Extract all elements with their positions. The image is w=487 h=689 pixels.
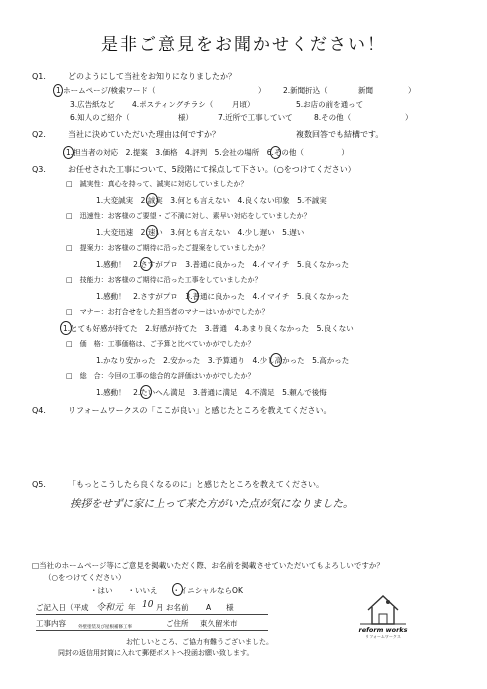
q3-overall-heading: □ 総 合：今回の工事の総合的な評価はいかがでしたか？ — [66, 372, 255, 380]
date-name-underline — [36, 614, 268, 615]
name-label: お名前 — [166, 603, 189, 612]
q5-handwritten-answer: 挨拶をせずに家に上って来た方がいた点が気になりました。 — [70, 498, 354, 510]
q1-option-4: 4.ポスティングチラシ（ — [132, 100, 214, 109]
logo-text: reform works — [358, 626, 408, 634]
q2-answer-circle-1 — [63, 146, 74, 159]
date-label: ご記入日（平成 — [36, 603, 89, 612]
q3-manner-circle — [60, 321, 72, 335]
q1-question: どのようにして当社をお知りになりましたか？ — [68, 72, 236, 81]
q1-option-1: 1.ホームページ/検索ワード（ — [56, 86, 156, 95]
q3-sincerity-heading: □ 誠実性：真心を持って、誠実に対応していましたか？ — [66, 180, 248, 188]
q1-option-5: 5.お店の前を通って — [296, 100, 364, 109]
q3-overall-circle — [140, 385, 152, 399]
date-month-label: 月 — [156, 603, 164, 612]
q3-skill-heading: □ 技能力：お客様のご期待に沿った工事をしていましたか？ — [66, 276, 262, 284]
q3-sincerity-options: 1.大変誠実 2.誠実 3.何とも言えない 4.良くない印象 5.不誠実 — [96, 196, 327, 205]
q2-question: 当社に決めていただいた理由は何ですか？ — [68, 130, 220, 139]
page-title: 是非ご意見をお聞かせください！ — [101, 35, 386, 55]
q1-option-2-close: ） — [408, 86, 416, 95]
return-note: 同封の返信用封筒に入れて郵便ポストへ投函お願い致します。 — [58, 649, 254, 657]
work-label: 工事内容 — [36, 619, 66, 628]
q1-option-8-close: ） — [405, 113, 413, 122]
date-year-label: 年 — [128, 603, 136, 612]
address-value: 東久留米市 — [200, 619, 238, 628]
date-era-handwritten: 令和元 — [96, 603, 124, 613]
q5-number: Q5. — [32, 480, 46, 489]
q3-skill-circle — [187, 289, 199, 303]
date-month-handwritten: 10 — [142, 600, 154, 610]
q1-option-2-handwritten: 新聞 — [358, 86, 373, 95]
q1-option-4-month: 月頃） — [232, 100, 255, 109]
consent-options: ・はい ・いいえ ・イニシャルならOK — [90, 586, 243, 595]
work-address-underline — [36, 630, 268, 631]
q3-speed-circle — [146, 225, 158, 239]
q3-proposal-options: 1.感動！ 2.さすがプロ 3.普通に良かった 4.イマイチ 5.良くなかった — [96, 260, 350, 269]
q1-option-2: 2.新聞折込（ — [283, 86, 328, 95]
q1-option-6: 6.知人のご紹介（ — [70, 113, 130, 122]
reform-works-logo — [352, 590, 414, 640]
name-value: A 様 — [206, 603, 234, 612]
q5-question: 「もっとこうしたら良くなるのに」と感じたところを教えてください。 — [68, 480, 324, 489]
q1-option-6-name: 様） — [178, 113, 193, 122]
q3-number: Q3. — [32, 165, 46, 174]
q3-proposal-heading: □ 提案力：お客様のご期待に沿ったご提案をしていましたか？ — [66, 244, 269, 252]
q3-speed-options: 1.大変迅速 2.速い 3.何とも言えない 4.少し遅い 5.遅い — [96, 228, 305, 237]
q1-answer-circle — [53, 84, 63, 97]
q3-price-heading: □ 価 格：工事価格は、ご予算と比べていかがでしたか？ — [66, 340, 255, 348]
consent-answer-circle — [172, 583, 183, 596]
q2-note: 複数回答でも結構です。 — [296, 130, 384, 139]
consent-question: □当社のホームページ等にご意見を掲載いただく際、お名前を掲載させていただいてもよろしいですか？ — [32, 561, 384, 570]
q4-question: リフォームワークスの「ここが良い」と感じたところを教えてください。 — [68, 406, 332, 415]
thanks-message: お忙しいところ、ご協力有難うございました。 — [126, 638, 273, 646]
consent-instruction: （○をつけてください） — [44, 573, 126, 582]
q3-price-circle — [270, 353, 282, 367]
q4-number: Q4. — [32, 406, 46, 415]
q3-speed-heading: □ 迅速性：お客様のご要望・ご不満に対し、素早い対応をしていましたか？ — [66, 212, 311, 220]
q3-price-options: 1.かなり安かった 2.安かった 3.予算通り 4.少し高かった 5.高かった — [96, 356, 350, 365]
q3-question: お任せされた工事について、5段階にて採点して下さい。（○をつけてください） — [68, 165, 356, 174]
q3-sincerity-circle — [146, 193, 158, 207]
q2-options: 1.担当者の対応 2.提案 3.価格 4.評判 5.会社の場所 6.その他（ ） — [66, 148, 349, 157]
house-icon — [352, 590, 414, 630]
address-label: ご住所 — [166, 619, 189, 628]
q1-option-1-close: ） — [258, 86, 266, 95]
q2-answer-circle-5 — [270, 146, 281, 159]
q3-overall-options: 1.感動！ 2.たいへん満足 3.普通に満足 4.不満足 5.頼んで後悔 — [96, 388, 327, 397]
logo-subtext: リフォームワークス — [365, 634, 401, 639]
q1-option-7: 7.近所で工事していて — [218, 113, 293, 122]
work-note: 外壁塗装及び屋根補修工事 — [78, 625, 132, 630]
q1-option-8: 8.その他（ — [314, 113, 352, 122]
q3-manner-heading: □ マナー：お打合せをした担当者のマナーはいかがでしたか？ — [66, 308, 269, 316]
q2-number: Q2. — [32, 130, 46, 139]
q1-option-3: 3.広告紙など — [70, 100, 115, 109]
q3-skill-options: 1.感動！ 2.さすがプロ 3.普通に良かった 4.イマイチ 5.良くなかった — [96, 292, 350, 301]
q1-number: Q1. — [32, 72, 46, 81]
q3-proposal-circle — [140, 257, 152, 271]
q3-manner-options: 1.とても好感が持てた 2.好感が持てた 3.普通 4.あまり良くなかった 5.良くない — [63, 324, 354, 333]
